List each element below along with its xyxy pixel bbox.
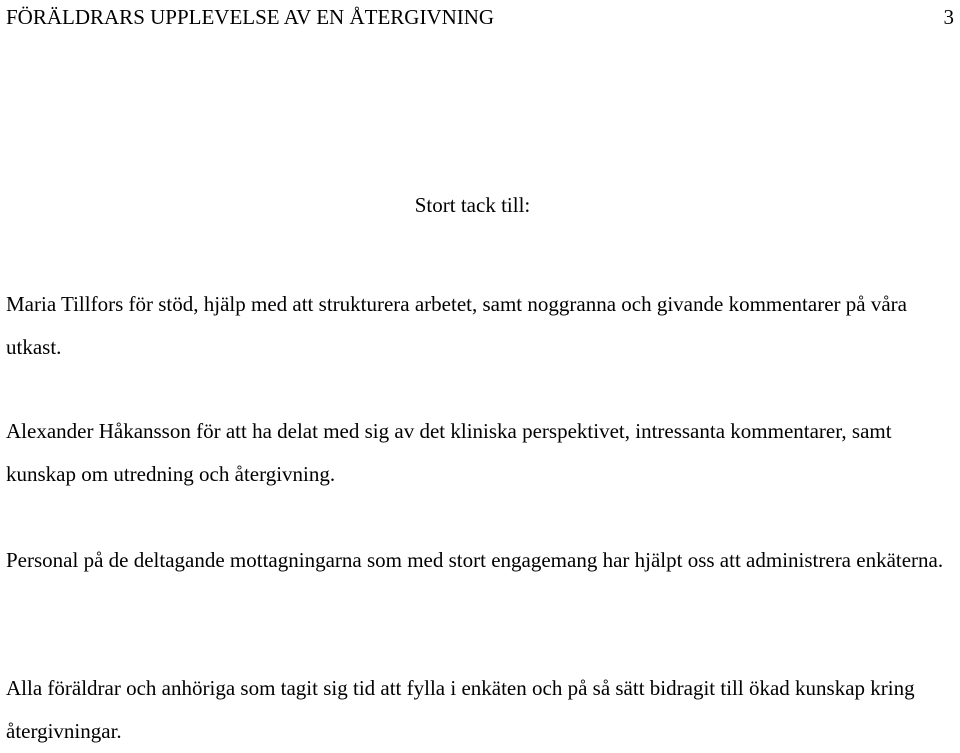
acknowledgement-paragraph: Alla föräldrar och anhöriga som tagit sig tid att fylla i enkäten och på så sätt bidragit till ökad kunskap kring återgivningar. — [6, 676, 915, 743]
page-number: 3 — [943, 5, 954, 29]
acknowledgement-paragraph: Personal på de deltagande mottagningarna som med stort engagemang har hjälpt oss att administrera enkäterna. — [6, 548, 944, 572]
acknowledgement-paragraph: Maria Tillfors för stöd, hjälp med att strukturera arbetet, samt noggranna och givande kommentarer på våra utkast. — [6, 292, 907, 359]
running-header — [6, 3, 954, 31]
acknowledgement-paragraph: Alexander Håkansson för att ha delat med sig av det kliniska perspektivet, intressanta kommentarer, samt kunskap om utredning och återgivning. — [6, 419, 892, 486]
running-header-title: FÖRÄLDRARS UPPLEVELSE AV EN ÅTERGIVNING — [6, 5, 495, 29]
acknowledgements-heading: Stort tack till: — [414, 193, 531, 217]
